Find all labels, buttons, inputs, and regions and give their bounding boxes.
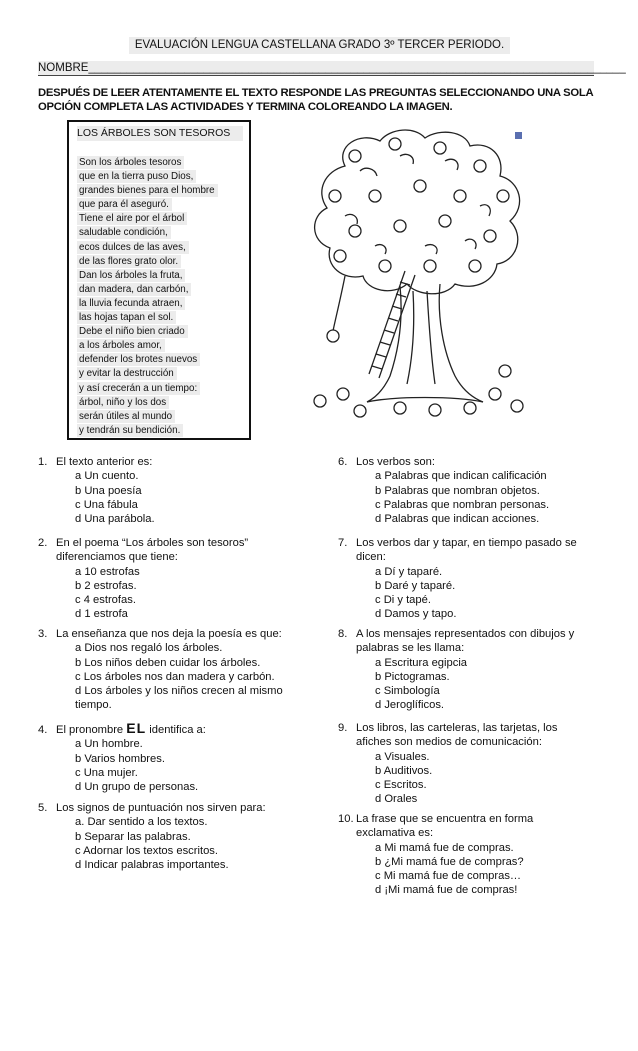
answer-option[interactable]: c Simbología — [375, 685, 440, 698]
answer-option[interactable]: b Daré y taparé. — [375, 579, 456, 592]
poem-line-text: Dan los árboles la fruta, — [77, 269, 185, 282]
question-text: El texto anterior es: — [56, 456, 153, 468]
question-2 — [38, 536, 248, 622]
question-9 — [338, 721, 557, 807]
poem-box — [67, 120, 251, 440]
question-6 — [338, 455, 549, 526]
poem-line-text: defender los brotes nuevos — [77, 353, 200, 366]
answer-option[interactable]: b 2 estrofas. — [75, 579, 137, 592]
poem-line — [77, 279, 218, 293]
poem-line — [77, 293, 218, 307]
poem-line — [77, 378, 218, 392]
question-number: 4. — [38, 724, 48, 736]
poem-line-text: dan madera, dan carbón, — [77, 283, 191, 296]
color-mark-icon — [515, 132, 522, 139]
answer-option[interactable]: b Varios hombres. — [75, 752, 165, 765]
question-number: 10. — [338, 813, 354, 825]
instructions: DESPUÉS DE LEER ATENTAMENTE EL TEXTO RESPONDE LAS PREGUNTAS SELECCIONANDO UNA SOLA OPCIÓN COMPLETA LAS ACTIVIDADES Y TERMINA COLOREANDO LA IMAGEN. — [38, 87, 593, 113]
poem-line-text: serán útiles al mundo — [77, 410, 175, 423]
question-number: 9. — [338, 722, 348, 734]
answer-option[interactable]: b Separar las palabras. — [75, 830, 191, 843]
poem-line — [77, 166, 218, 183]
answer-option[interactable]: tiempo. — [75, 699, 112, 712]
answer-option[interactable]: a. Dar sentido a los textos. — [75, 816, 208, 829]
answer-option[interactable]: a 10 estrofas — [75, 565, 140, 578]
answer-option[interactable]: d Una parábola. — [75, 513, 155, 526]
poem-line — [77, 208, 218, 225]
answer-option[interactable]: a Dios nos regaló los árboles. — [75, 642, 223, 655]
name-label: NOMBRE — [38, 62, 89, 74]
poem-line — [77, 406, 218, 420]
question-text-continued: dicen: — [356, 551, 386, 564]
poem-line-text: árbol, niño y los dos — [77, 396, 169, 409]
name-line: ____________________________________________________________________________________ — [88, 62, 626, 74]
question-text: Los verbos dar y tapar, en tiempo pasado se — [356, 537, 577, 549]
poem-line — [77, 349, 218, 366]
question-text-part: El pronombre — [56, 724, 127, 736]
question-text-continued: exclamativa es: — [356, 827, 434, 840]
question-text: Los verbos son: — [356, 456, 435, 468]
poem-line-text: que para él aseguró. — [77, 198, 172, 211]
question-text — [56, 721, 206, 737]
answer-option[interactable]: c Escritos. — [375, 779, 427, 792]
answer-option[interactable]: a Palabras que indican calificación — [375, 470, 547, 483]
answer-option[interactable]: c Una fábula — [75, 498, 138, 511]
question-number: 5. — [38, 802, 48, 814]
poem-line-text: saludable condición, — [77, 226, 171, 239]
poem-line — [77, 420, 218, 434]
answer-option[interactable]: d Jeroglíficos. — [375, 699, 445, 712]
answer-option[interactable]: d Damos y tapo. — [375, 608, 457, 621]
answer-option[interactable]: d Indicar palabras importantes. — [75, 859, 229, 872]
question-3 — [38, 627, 283, 713]
answer-option[interactable]: a Mi mamá fue de compras. — [375, 841, 514, 854]
name-field[interactable] — [38, 61, 626, 76]
question-text-part: identifica a: — [146, 724, 206, 736]
poem-line-text: Tiene el aire por el árbol — [77, 212, 187, 225]
answer-option[interactable]: c Adornar los textos escritos. — [75, 844, 219, 857]
question-text-continued: afiches son medios de comunicación: — [356, 736, 542, 749]
answer-option[interactable]: d Orales — [375, 793, 418, 806]
answer-option[interactable]: a Dí y taparé. — [375, 565, 443, 578]
question-text: La frase que se encuentra en forma — [356, 813, 534, 825]
question-4 — [38, 721, 206, 794]
poem-line — [77, 265, 218, 279]
answer-option[interactable]: a Un hombre. — [75, 738, 143, 751]
question-text: Los signos de puntuación nos sirven para: — [56, 802, 266, 814]
poem-line-text: de las flores grato olor. — [77, 255, 181, 268]
question-number: 8. — [338, 628, 348, 640]
poem-line-text: y tendrán su bendición. — [77, 424, 183, 437]
poem-line-text: las hojas tapan el sol. — [77, 311, 176, 324]
answer-option[interactable]: b Pictogramas. — [375, 670, 450, 683]
poem-line-text: ecos dulces de las aves, — [77, 241, 189, 254]
answer-option[interactable]: c Palabras que nombran personas. — [375, 498, 550, 511]
question-text-continued: palabras se les llama: — [356, 642, 465, 655]
poem-line-text: que en la tierra puso Dios, — [77, 170, 196, 183]
poem-line — [77, 335, 218, 352]
answer-option[interactable]: d Un grupo de personas. — [75, 781, 199, 794]
question-number: 3. — [38, 628, 48, 640]
question-1 — [38, 455, 155, 526]
poem-line — [77, 237, 218, 251]
answer-option[interactable]: a Visuales. — [375, 750, 430, 763]
poem-line-text: y así crecerán a un tiempo: — [77, 382, 200, 395]
question-text: En el poema “Los árboles son tesoros” — [56, 537, 249, 549]
apple-tree-with-ladder-icon — [305, 126, 537, 421]
poem-title: LOS ÁRBOLES SON TESOROS — [77, 126, 243, 141]
answer-option[interactable]: d ¡Mi mamá fue de compras! — [375, 884, 518, 897]
poem-line — [77, 180, 218, 197]
question-8 — [338, 627, 574, 713]
answer-option[interactable]: c Los árboles nos dan madera y carbón. — [75, 670, 275, 683]
question-number: 6. — [338, 456, 348, 468]
poem-line — [77, 152, 218, 166]
poem-line-text: Son los árboles tesoros — [77, 156, 184, 169]
poem-line — [77, 251, 218, 265]
answer-option[interactable]: c Di y tapé. — [375, 594, 431, 607]
question-number: 1. — [38, 456, 48, 468]
answer-option[interactable]: b Auditivos. — [375, 764, 433, 777]
answer-option[interactable]: a Un cuento. — [75, 470, 139, 483]
question-number: 7. — [338, 537, 348, 549]
answer-option[interactable]: c Una mujer. — [75, 766, 138, 779]
question-text-continued: diferenciamos que tiene: — [56, 551, 178, 564]
question-number: 2. — [38, 537, 48, 549]
answer-option[interactable]: d Los árboles y los niños crecen al mismo — [75, 685, 283, 698]
answer-option[interactable]: c Mi mamá fue de compras… — [375, 870, 522, 883]
question-text: Los libros, las carteleras, las tarjetas, los — [356, 722, 558, 734]
question-5 — [38, 801, 266, 872]
question-text: La enseñanza que nos deja la poesía es que: — [56, 628, 282, 640]
poem-line — [77, 307, 218, 324]
poem-line-text: Debe el niño bien criado — [77, 325, 188, 338]
answer-option[interactable]: b Palabras que nombran objetos. — [375, 484, 540, 497]
poem-line — [77, 222, 218, 239]
answer-option[interactable]: b Una poesía — [75, 484, 142, 497]
answer-option[interactable]: a Escritura egipcia — [375, 656, 468, 669]
question-10 — [338, 812, 533, 898]
poem-line — [77, 321, 218, 338]
poem-line-text: y evitar la destrucción — [77, 367, 177, 380]
poem-line-text: la lluvia fecunda atraen, — [77, 297, 185, 310]
question-7 — [338, 536, 577, 622]
answer-option[interactable]: d 1 estrofa — [75, 608, 128, 621]
poem-line-text: grandes bienes para el hombre — [77, 184, 218, 197]
page-title: EVALUACIÓN LENGUA CASTELLANA GRADO 3º TERCER PERIODO. — [129, 37, 510, 54]
answer-option[interactable]: b ¿Mi mamá fue de compras? — [375, 855, 524, 868]
poem-lines — [77, 152, 218, 434]
poem-line-text: a los árboles amor, — [77, 339, 165, 352]
question-text: A los mensajes representados con dibujos y — [356, 628, 575, 640]
answer-option[interactable]: c 4 estrofas. — [75, 594, 136, 607]
answer-option[interactable]: b Los niños deben cuidar los árboles. — [75, 656, 261, 669]
answer-option[interactable]: d Palabras que indican acciones. — [375, 513, 540, 526]
pronoun-highlight: EL — [126, 720, 147, 736]
